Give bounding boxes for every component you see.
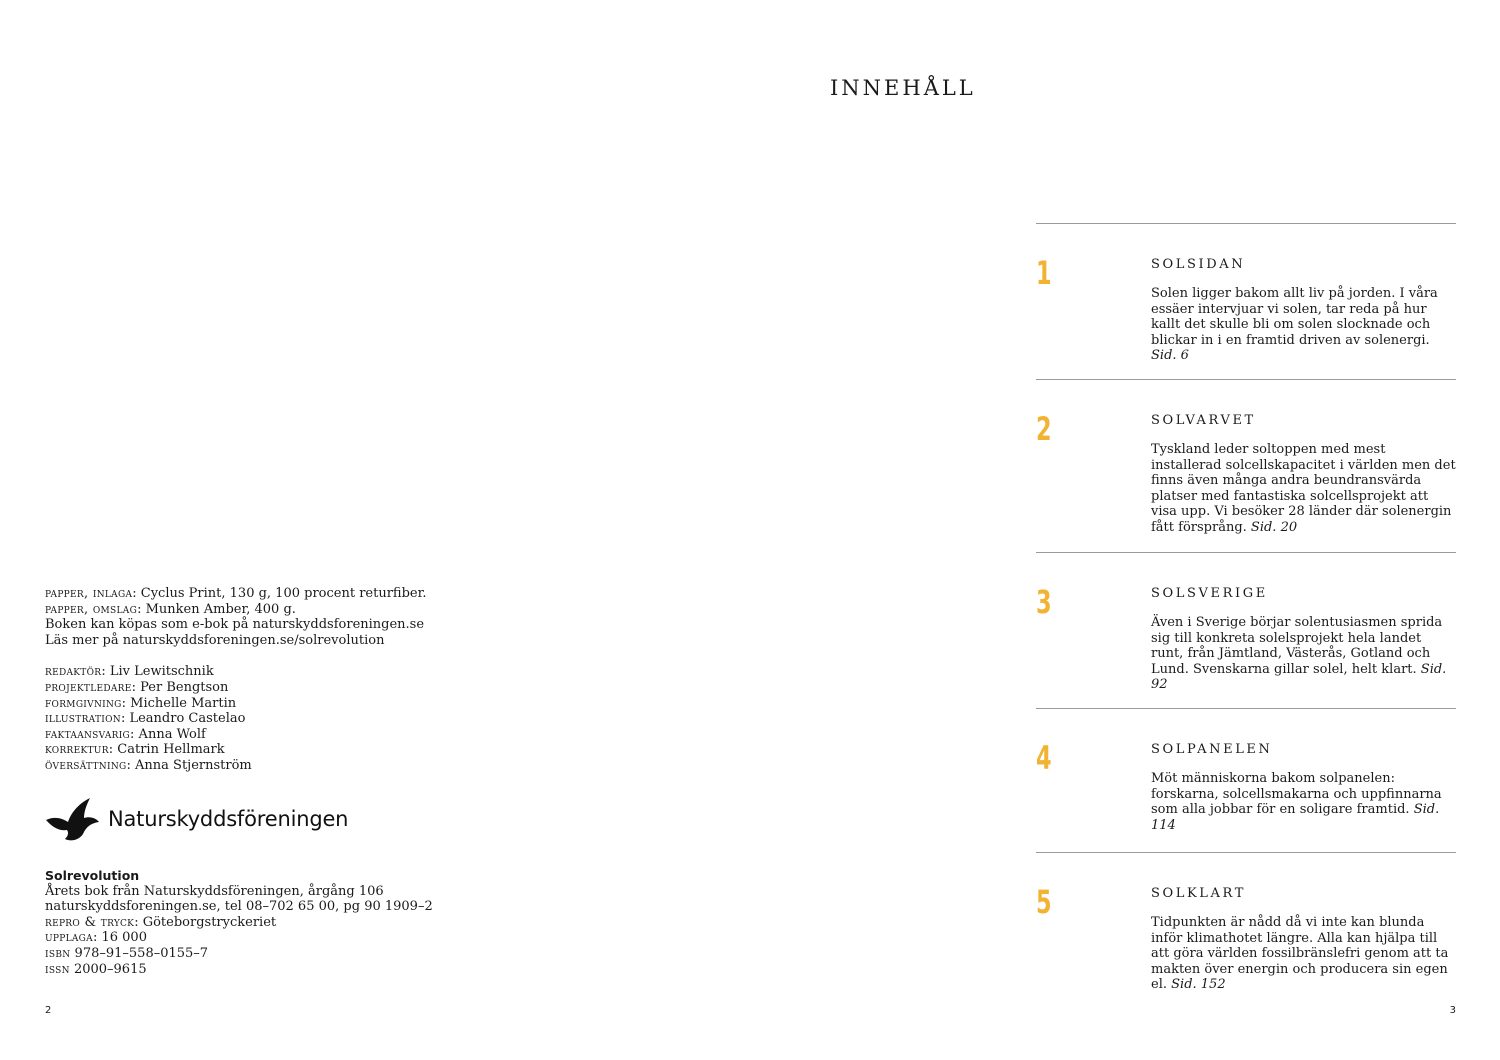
chapter-heading: SOLPANELEN [1151,742,1273,757]
page-reference: Sid. 114 [1151,802,1440,833]
chapter-heading: SOLSVERIGE [1151,586,1268,601]
credit-line: översättning: Anna Stjernström [45,757,252,773]
page-number: 2 [45,1005,52,1016]
imprint-line: isbn 978–91–558–0155–7 [45,945,209,961]
swallow-bird-icon [44,796,100,842]
toc-title: INNEHÅLL [830,76,976,100]
page-reference: Sid. 20 [1250,519,1298,535]
colophon-line: papper, inlaga: Cyclus Print, 130 g, 100 procent returfiber. [45,586,427,601]
chapter-number: 5 [1036,883,1052,921]
naturskyddsforeningen-logo [44,796,348,842]
credit-line: illustration: Leandro Castelao [45,711,246,727]
credit-line: korrektur: Catrin Hellmark [45,742,225,758]
colophon-line: Boken kan köpas som e-bok på naturskyddsforeningen.se [45,617,425,633]
colophon-line: papper, omslag: Munken Amber, 400 g. [45,601,296,617]
imprint-line: Årets bok från Naturskyddsföreningen, årgång 106 [45,883,384,899]
imprint-line: upplaga: 16 000 [45,930,147,946]
chapter-number: 1 [1036,254,1052,292]
toc-entry [1036,853,1456,1003]
chapter-description: Tyskland leder soltoppen med mest installerad solcellskapacitet i världen men det finns även många andra beundransvärda platser med fantastiska solcellsprojekt att visa upp. Vi besöker 28 länder där solenergin fått försprång. Sid. 20 [1151,442,1456,535]
toc-entry [1036,553,1456,708]
page-reference: Sid. 152 [1171,977,1226,993]
credit-line: faktaansvarig: Anna Wolf [45,726,206,742]
colophon [45,586,465,774]
book-title: Solrevolution [45,868,140,883]
imprint-line: repro & tryck: Göteborgstryckeriet [45,914,277,930]
imprint [45,868,465,977]
imprint-line: naturskyddsforeningen.se, tel 08–702 65 00, pg 90 1909–2 [45,899,433,915]
colophon-line: Läs mer på naturskyddsforeningen.se/solrevolution [45,632,385,648]
credit-line: formgivning: Michelle Martin [45,695,237,711]
right-page [750,0,1500,1060]
imprint-line: issn 2000–9615 [45,961,147,977]
credit-line: projektledare: Per Bengtson [45,679,229,695]
chapter-description: Möt människorna bakom solpanelen: forskarna, solcellsmakarna och uppfinnarna som alla jobbar för en soligare framtid. Sid. 114 [1151,771,1442,833]
chapter-description: Även i Sverige börjar solentusiasmen sprida sig till konkreta solelsprojekt hela landet runt, från Jämtland, Västerås, Gotland och Lund. Svenskarna gillar solel, helt klart. Sid. 92 [1151,615,1447,693]
logo-text: Naturskyddsföreningen [108,807,349,831]
page-reference: Sid. 6 [1151,348,1189,364]
page-number: 3 [1449,1005,1456,1016]
toc-entry [1036,709,1456,852]
chapter-description: Tidpunkten är nådd då vi inte kan blunda inför klimathotet längre. Alla kan hjälpa till att göra världen fossilbränslefri genom att ta makten över energin och producera sin egen el. Sid. 152 [1151,915,1449,993]
page-reference: Sid. 92 [1151,661,1447,693]
chapter-number: 3 [1036,583,1052,621]
chapter-heading: SOLKLART [1151,886,1246,901]
toc-entry [1036,224,1456,379]
chapter-description: Solen ligger bakom allt liv på jorden. I våra essäer intervjuar vi solen, tar reda på hur kallt det skulle bli om solen slocknade och blickar in i en framtid driven av solenergi. Sid. 6 [1151,286,1438,364]
chapter-heading: SOLSIDAN [1151,257,1246,272]
chapter-number: 4 [1036,739,1052,777]
chapter-number: 2 [1036,410,1052,448]
toc-entry [1036,380,1456,552]
toc-list [1036,223,1456,1003]
chapter-heading: SOLVARVET [1151,413,1256,428]
credit-line: redaktör: Liv Lewitschnik [45,664,214,680]
